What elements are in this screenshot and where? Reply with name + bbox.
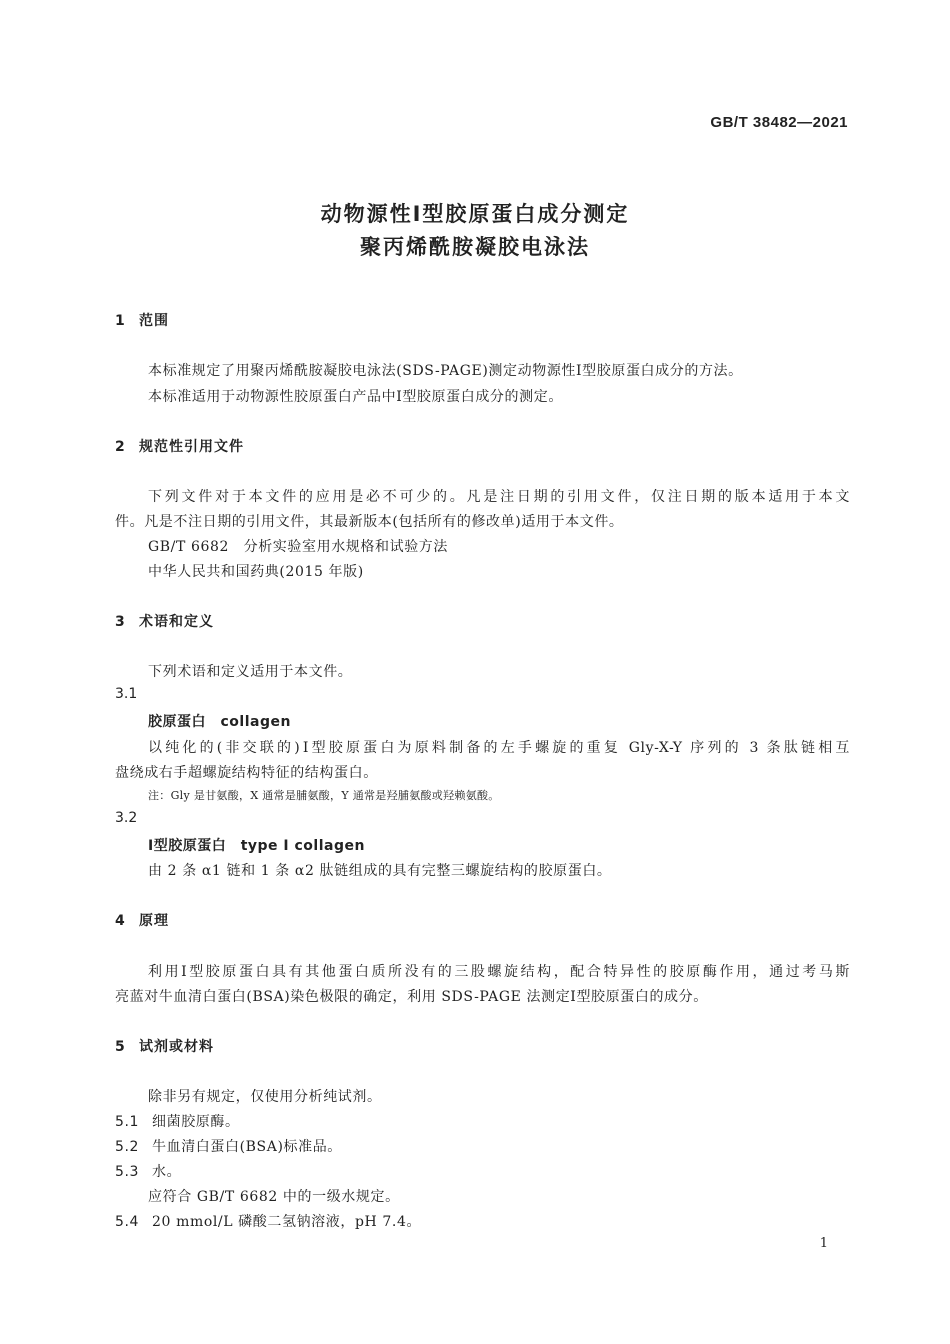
paragraph: 除非另有规定，仅使用分析纯试剂。 <box>148 1089 382 1105</box>
page-number: 1 <box>819 1236 828 1251</box>
paragraph-continuation: 件。凡是不注日期的引用文件，其最新版本(包括所有的修改单)适用于本文件。 <box>115 514 624 530</box>
section-number: 2 <box>115 439 126 455</box>
list-item <box>115 1161 181 1181</box>
term-definition: 由 2 条 α1 链和 1 条 α2 肽链组成的具有完整三螺旋结构的胶原蛋白。 <box>148 863 612 879</box>
reference-item: GB/T 6682 分析实验室用水规格和试验方法 <box>148 539 449 555</box>
paragraph: 利用Ⅰ型胶原蛋白具有其他蛋白质所没有的三股螺旋结构，配合特异性的胶原酶作用，通过考马斯 <box>148 964 850 980</box>
section-title: 原理 <box>139 913 169 929</box>
term-note: 注：Gly 是甘氨酸，X 通常是脯氨酸，Y 通常是羟脯氨酸或羟赖氨酸。 <box>148 789 500 802</box>
term-name: Ⅰ型胶原蛋白 type Ⅰ collagen <box>148 838 365 854</box>
paragraph: 本标准适用于动物源性胶原蛋白产品中Ⅰ型胶原蛋白成分的测定。 <box>148 389 563 405</box>
section-4-heading <box>115 910 169 930</box>
paragraph: 本标准规定了用聚丙烯酰胺凝胶电泳法(SDS-PAGE)测定动物源性Ⅰ型胶原蛋白成分的方法。 <box>148 363 743 379</box>
term-number: 3.2 <box>115 810 138 826</box>
reference-item: 中华人民共和国药典(2015 年版) <box>148 564 364 580</box>
item-text: 20 mmol/L 磷酸二氢钠溶液，pH 7.4。 <box>152 1214 422 1230</box>
section-title: 术语和定义 <box>139 614 214 630</box>
list-item <box>115 1136 342 1156</box>
term-number: 3.1 <box>115 686 138 702</box>
item-number: 5.4 <box>115 1214 140 1230</box>
item-note: 应符合 GB/T 6682 中的一级水规定。 <box>148 1189 400 1205</box>
item-text: 牛血清白蛋白(BSA)标准品。 <box>152 1139 342 1155</box>
section-title: 试剂或材料 <box>139 1039 214 1055</box>
section-number: 4 <box>115 913 126 929</box>
section-5-heading <box>115 1036 214 1056</box>
section-2-heading <box>115 436 244 456</box>
item-text: 水。 <box>152 1164 182 1180</box>
paragraph: 下列术语和定义适用于本文件。 <box>148 664 353 680</box>
item-number: 5.1 <box>115 1114 140 1130</box>
section-title: 规范性引用文件 <box>139 439 244 455</box>
item-number: 5.3 <box>115 1164 140 1180</box>
standard-number: GB/T 38482—2021 <box>710 114 848 131</box>
list-item <box>115 1111 240 1131</box>
item-text: 细菌胶原酶。 <box>152 1114 240 1130</box>
term-definition-continuation: 盘绕成右手超螺旋结构特征的结构蛋白。 <box>115 765 378 781</box>
section-number: 1 <box>115 313 126 329</box>
section-1-heading <box>115 310 169 330</box>
section-number: 3 <box>115 614 126 630</box>
paragraph: 下列文件对于本文件的应用是必不可少的。凡是注日期的引用文件，仅注日期的版本适用于本文 <box>148 489 850 505</box>
item-number: 5.2 <box>115 1139 140 1155</box>
section-title: 范围 <box>139 313 169 329</box>
list-item <box>115 1211 421 1231</box>
document-title-line1: 动物源性Ⅰ型胶原蛋白成分测定 <box>320 202 630 226</box>
document-title-line2: 聚丙烯酰胺凝胶电泳法 <box>360 235 590 259</box>
term-definition: 以纯化的(非交联的)Ⅰ型胶原蛋白为原料制备的左手螺旋的重复 Gly-X-Y 序列的 3 条肽链相互 <box>148 740 850 756</box>
section-3-heading <box>115 611 214 631</box>
term-name: 胶原蛋白 collagen <box>148 714 291 730</box>
paragraph-continuation: 亮蓝对牛血清白蛋白(BSA)染色极限的确定，利用 SDS-PAGE 法测定Ⅰ型胶原蛋白的成分。 <box>115 989 708 1005</box>
section-number: 5 <box>115 1039 126 1055</box>
